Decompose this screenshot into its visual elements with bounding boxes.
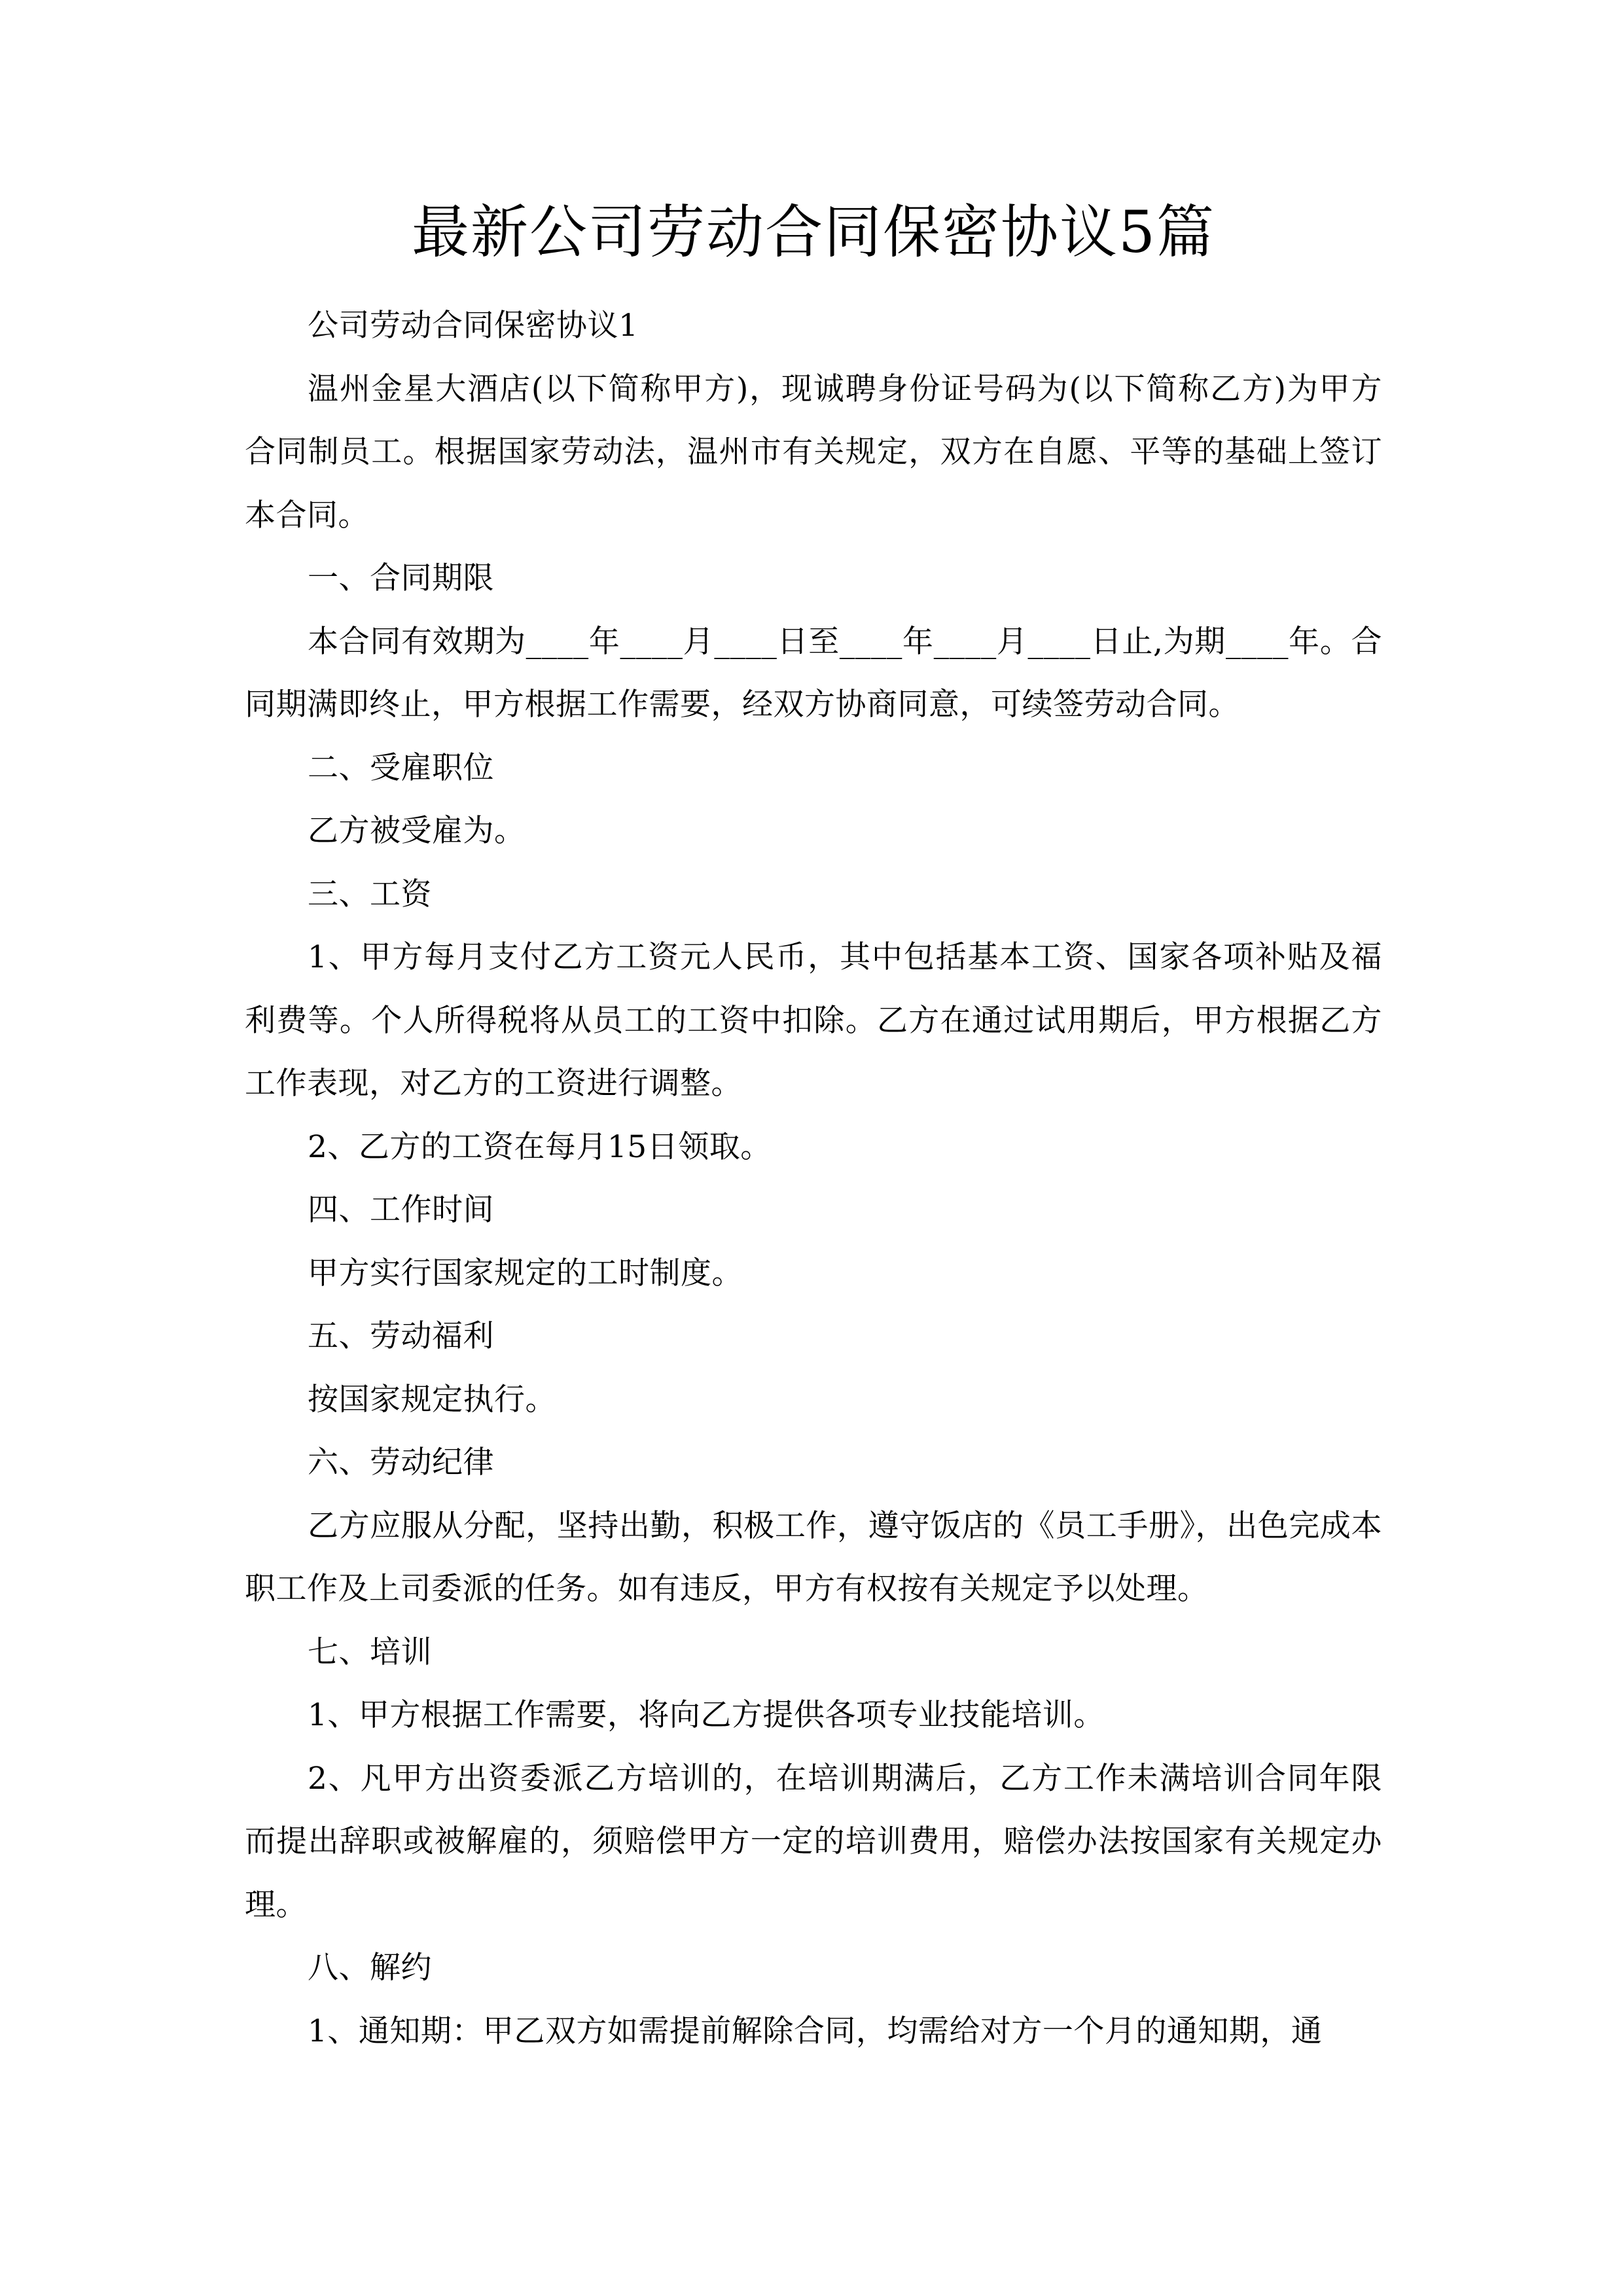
paragraph-working-hours: 甲方实行国家规定的工时制度。 (308, 1255, 743, 1291)
paragraph-salary-1: 1、甲方每月支付乙方工资元人民币，其中包括基本工资、国家各项补贴及福利费等。个人所得税将从员工的工资中扣除。乙方在通过试用期后，甲方根据乙方工作表现，对乙方的工资进行调整。 (245, 939, 1382, 1102)
paragraph-welfare: 按国家规定执行。 (308, 1381, 556, 1418)
paragraph-salary-2: 2、乙方的工资在每月15日领取。 (308, 1128, 772, 1165)
section-heading-termination: 八、解约 (308, 1950, 432, 1986)
section-heading-position: 二、受雇职位 (308, 749, 494, 786)
section-heading-welfare: 五、劳动福利 (308, 1318, 494, 1354)
document-title: 最新公司劳动合同保密协议5篇 (412, 198, 1215, 266)
paragraph-position: 乙方被受雇为。 (308, 813, 526, 849)
section-heading-working-hours: 四、工作时间 (308, 1192, 494, 1228)
section-heading-training: 七、培训 (308, 1634, 432, 1670)
section-heading-term: 一、合同期限 (308, 560, 494, 596)
paragraph-training-2: 2、凡甲方出资委派乙方培训的，在培训期满后，乙方工作未满培训合同年限而提出辞职或被解雇的，须赔偿甲方一定的培训费用，赔偿办法按国家有关规定办理。 (245, 1760, 1382, 1923)
section-subtitle: 公司劳动合同保密协议1 (308, 308, 639, 344)
paragraph-training-1: 1、甲方根据工作需要，将向乙方提供各项专业技能培训。 (308, 1697, 1105, 1733)
document-body (245, 295, 1382, 2063)
paragraph-term: 本合同有效期为____年____月____日至____年____月____日止,为期____年。合同期满即终止，甲方根据工作需要，经双方协商同意，可续签劳动合同。 (245, 623, 1382, 723)
paragraph-discipline: 乙方应服从分配，坚持出勤，积极工作，遵守饭店的《员工手册》，出色完成本职工作及上司委派的任务。如有违反，甲方有权按有关规定予以处理。 (245, 1507, 1382, 1607)
paragraph-termination-1: 1、通知期：甲乙双方如需提前解除合同，均需给对方一个月的通知期，通 (308, 2013, 1323, 2049)
section-heading-discipline: 六、劳动纪律 (308, 1444, 494, 1480)
paragraph-intro: 温州金星大酒店(以下简称甲方)，现诚聘身份证号码为(以下简称乙方)为甲方合同制员工。根据国家劳动法，温州市有关规定，双方在自愿、平等的基础上签订本合同。 (245, 370, 1382, 533)
section-heading-salary: 三、工资 (308, 876, 432, 912)
